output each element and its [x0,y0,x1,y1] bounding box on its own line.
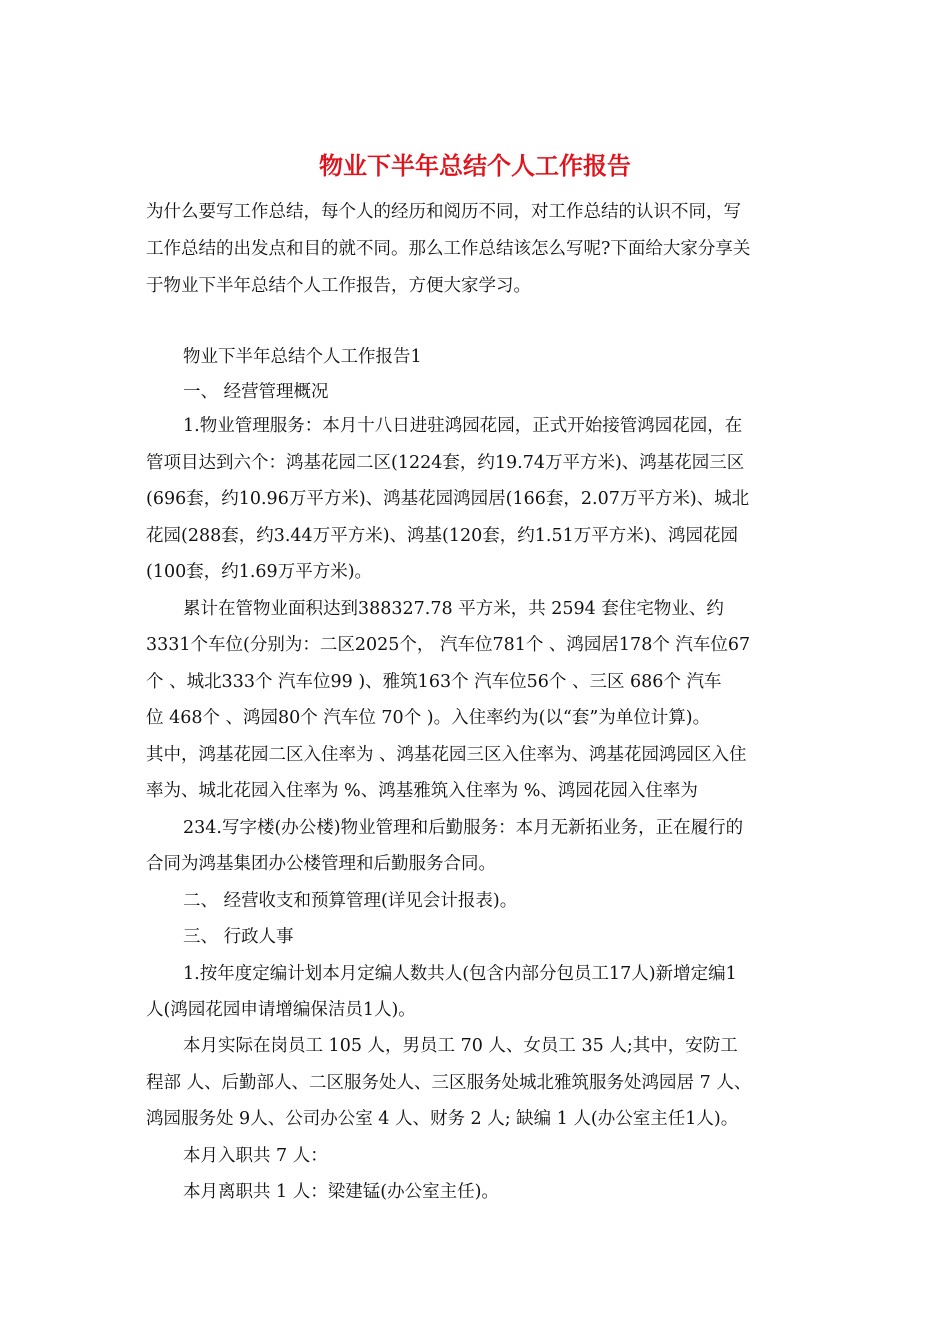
intro-line: 为什么要写工作总结，每个人的经历和阅历不同，对工作总结的认识不同，写 [146,202,741,222]
para-line: 人(鸿园花园申请增编保洁员1人)。 [146,1000,416,1020]
para-line: 3331个车位(分别为：二区2025个， 汽车位781个 、鸿园居178个 汽车位67 [146,635,751,655]
section-heading-2: 二、 经营收支和预算管理(详见会计报表)。 [183,891,518,911]
para-line: 1.物业管理服务：本月十八日进驻鸿园花园，正式开始接管鸿园花园，在 [183,416,743,436]
para-line: (696套，约10.96万平方米)、鸿基花园鸿园居(166套，2.07万平方米)、城北 [146,489,750,509]
para-line: 234.写字楼(办公楼)物业管理和后勤服务：本月无新拓业务，正在履行的 [183,818,744,838]
section-heading-1: 一、 经营管理概况 [183,382,329,402]
report-heading: 物业下半年总结个人工作报告1 [183,347,422,367]
para-line: 本月实际在岗员工 105 人，男员工 70 人、女员工 35 人;其中，安防工 [183,1036,738,1056]
para-line: 累计在管物业面积达到388327.78 平方米，共 2594 套住宅物业、约 [183,599,724,619]
document-title: 物业下半年总结个人工作报告 [319,152,631,180]
para-line: 鸿园服务处 9人、公司办公室 4 人、财务 2 人; 缺编 1 人(办公室主任1人)。 [146,1109,739,1129]
intro-line: 工作总结的出发点和目的就不同。那么工作总结该怎么写呢?下面给大家分享关 [146,239,751,259]
para-line: 本月离职共 1 人：梁建锰(办公室主任)。 [183,1182,499,1202]
para-line: 花园(288套，约3.44万平方米)、鸿基(120套，约1.51万平方米)、鸿园花园 [146,526,739,546]
para-line: 率为、城北花园入住率为 %、鸿基雅筑入住率为 %、鸿园花园入住率为 [146,781,698,801]
para-line: 其中，鸿基花园二区入住率为 、鸿基花园三区入住率为、鸿基花园鸿园区入住 [146,745,747,765]
para-line: 1.按年度定编计划本月定编人数共人(包含内部分包员工17人)新增定编1 [183,964,737,984]
para-line: 本月入职共 7 人： [183,1146,328,1166]
para-line: (100套，约1.69万平方米)。 [146,562,373,582]
para-line: 合同为鸿基集团办公楼管理和后勤服务合同。 [146,854,496,874]
para-line: 位 468个 、鸿园80个 汽车位 70个 )。入住率约为(以“套”为单位计算)。 [146,708,711,728]
para-line: 程部 人、后勤部人、二区服务处人、三区服务处城北雅筑服务处鸿园居 7 人、 [146,1073,752,1093]
para-line: 管项目达到六个：鸿基花园二区(1224套，约19.74万平方米)、鸿基花园三区 [146,453,745,473]
section-heading-3: 三、 行政人事 [183,927,294,947]
intro-line: 于物业下半年总结个人工作报告，方便大家学习。 [146,276,531,296]
para-line: 个 、城北333个 汽车位99 )、雅筑163个 汽车位56个 、三区 686个 汽车 [146,672,722,692]
